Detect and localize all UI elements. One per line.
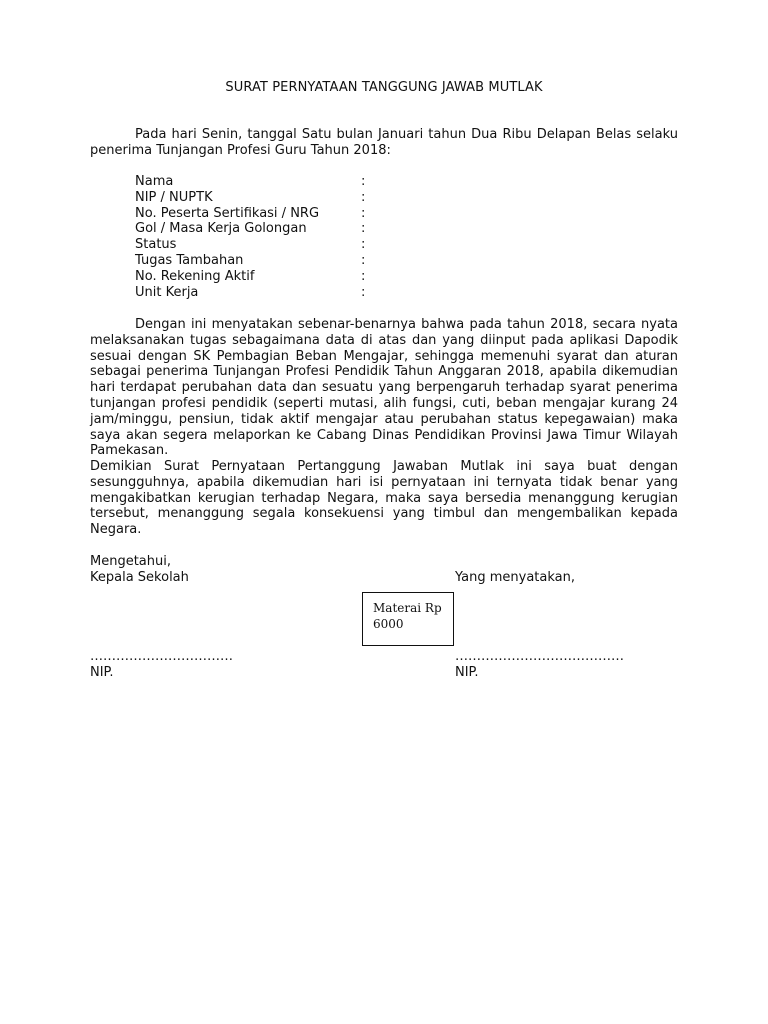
field-label: Unit Kerja	[135, 284, 199, 300]
statement-paragraph	[90, 317, 678, 459]
stamp-box	[362, 592, 454, 646]
identity-fields	[135, 174, 435, 300]
intro-paragraph	[90, 127, 678, 159]
closing-paragraph: Demikian Surat Pernyataan Pertanggung Jawaban Mutlak ini saya buat dengan sesungguhnya, apabila dikemudian hari isi pernyataan ini ternyata tidak benar yang mengakibatkan kerugian terhadap Negara, maka saya bersedia menanggung kerugian tersebut, menanggung segala konsekuensi yang timbul dan mengembalikan kepada Negara.	[90, 459, 678, 538]
stamp-line-2: 6000	[373, 617, 404, 631]
principal-label: Kepala Sekolah	[90, 570, 189, 585]
acknowledged-label: Mengetahui,	[90, 554, 171, 569]
field-colon: :	[361, 221, 366, 237]
principal-signature-line: ……………………………	[90, 649, 233, 664]
field-colon: :	[361, 174, 366, 189]
intro-text: Pada hari Senin, tanggal Satu bulan Januari tahun Dua Ribu Delapan Belas selaku penerima Tunjangan Profesi Guru Tahun 2018:	[90, 127, 678, 158]
field-colon: :	[361, 189, 366, 205]
field-row-unit-kerja	[135, 285, 435, 301]
field-colon: :	[361, 237, 366, 253]
field-label: No. Rekening Aktif	[135, 268, 255, 284]
field-colon: :	[361, 252, 366, 268]
declarant-label: Yang menyatakan,	[455, 570, 576, 585]
field-row-rekening	[135, 269, 435, 285]
field-label: Status	[135, 237, 177, 253]
principal-nip: NIP.	[90, 665, 114, 680]
statement-text: Dengan ini menyatakan sebenar-benarnya bahwa pada tahun 2018, secara nyata melaksanakan tugas sebagaimana data di atas dan yang diinput pada aplikasi Dapodik sesuai dengan SK Pembagian Beban Mengajar, sehingga memenuhi syarat dan aturan sebagai penerima Tunjangan Profesi Pendidik Tahun Anggaran 2018, apabila dikemudian hari terdapat perubahan data dan sesuatu yang berpengaruh terhadap syarat penerima tunjangan profesi pendidik (seperti mutasi, alih fungsi, cuti, beban mengajar kurang 24 jam/minggu, pensiun, tidak aktif mengajar atau perubahan status kepegawaian) maka saya akan segera melaporkan ke Cabang Dinas Pendidikan Provinsi Jawa Timur Wilayah Pamekasan.	[90, 317, 678, 459]
declarant-signature-line: …………………………………	[455, 649, 624, 664]
field-row-tugas-tambahan	[135, 253, 435, 269]
field-row-nama	[135, 174, 435, 190]
field-label: Gol / Masa Kerja Golongan	[135, 221, 307, 237]
field-row-nrg	[135, 206, 435, 222]
field-row-nip	[135, 190, 435, 206]
field-label: Nama	[135, 174, 174, 189]
document-title: SURAT PERNYATAAN TANGGUNG JAWAB MUTLAK	[225, 80, 543, 95]
field-label: NIP / NUPTK	[135, 189, 213, 205]
field-colon: :	[361, 284, 366, 300]
stamp-line-1: Materai Rp	[373, 601, 442, 615]
field-label: Tugas Tambahan	[135, 252, 244, 268]
field-row-golongan	[135, 221, 435, 237]
field-row-status	[135, 237, 435, 253]
field-colon: :	[361, 268, 366, 284]
declarant-nip: NIP.	[455, 665, 479, 680]
field-colon: :	[361, 205, 366, 221]
field-label: No. Peserta Sertifikasi / NRG	[135, 205, 320, 221]
